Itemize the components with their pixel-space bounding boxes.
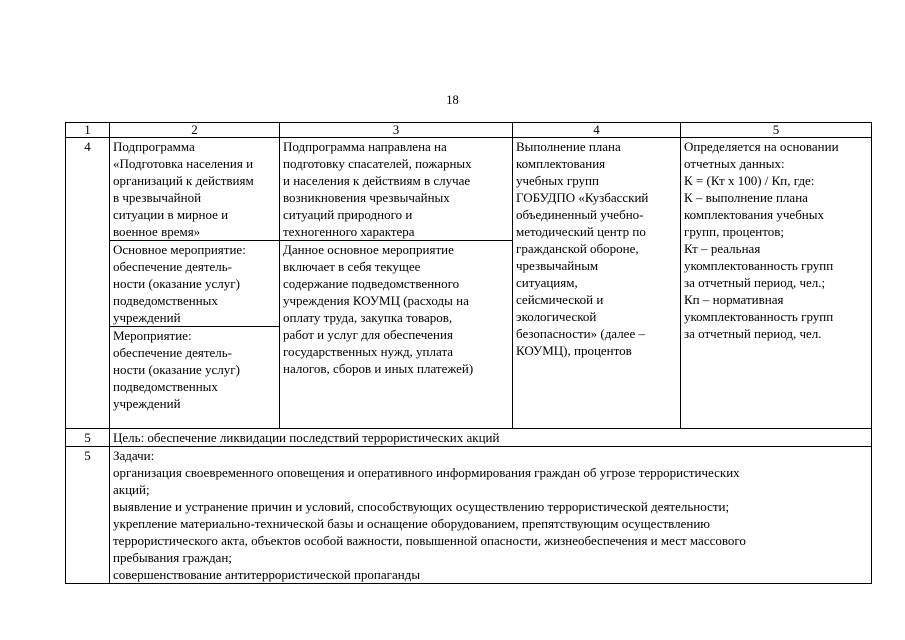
text-line: сейсмической и	[516, 292, 604, 307]
text-line: ситуаций природного и	[283, 207, 413, 222]
text-line: отчетных данных:	[684, 156, 785, 171]
text-line: укомплектованность групп	[684, 309, 834, 324]
main-activity-cell	[110, 241, 280, 327]
text-line: пребывания граждан;	[113, 550, 232, 565]
text-line: содержание подведомственного	[283, 276, 460, 291]
header-cell: 5	[681, 123, 872, 138]
indicator-cell	[513, 138, 681, 429]
text-line: организация своевременного оповещения и оперативного информирования граждан об угрозе террористических	[113, 465, 740, 480]
text-line: методический центр по	[516, 224, 646, 239]
text-line: за отчетный период, чел.	[684, 326, 822, 341]
header-cell: 1	[66, 123, 110, 138]
text-line: безопасности» (далее –	[516, 326, 645, 341]
text-line: обеспечение деятель-	[113, 259, 233, 274]
text-line: государственных нужд, уплата	[283, 344, 454, 359]
text-line: Задачи:	[113, 448, 155, 463]
text-line: Определяется на основании	[684, 139, 839, 154]
text-line: ности (оказание услуг)	[113, 276, 240, 291]
text-line: подготовку спасателей, пожарных	[283, 156, 472, 171]
row-number: 5	[66, 447, 110, 584]
text-line: гражданской обороне,	[516, 241, 639, 256]
text-line: комплектования	[516, 156, 606, 171]
text-line: укрепление материально-технической базы и оснащение оборудованием, препятствующим осуществлению	[113, 516, 711, 531]
header-row	[66, 123, 872, 138]
tasks-cell	[110, 447, 872, 584]
text-line: техногенного характера	[283, 224, 415, 239]
table-row	[66, 138, 872, 241]
text-line: Мероприятие:	[113, 328, 192, 343]
main-activity-description-cell	[280, 241, 513, 429]
text-line: чрезвычайным	[516, 258, 599, 273]
text-line: выявление и устранение причин и условий, способствующих осуществлению террористической деятельности;	[113, 499, 730, 514]
text-line: «Подготовка населения и	[113, 156, 254, 171]
row-number: 5	[66, 429, 110, 447]
text-line: укомплектованность групп	[684, 258, 834, 273]
subprogram-cell	[110, 138, 280, 241]
text-line: Данное основное мероприятие	[283, 242, 454, 257]
text-line: обеспечение деятель-	[113, 345, 233, 360]
text-line: подведомственных	[113, 379, 218, 394]
text-line: работ и услуг для обеспечения	[283, 327, 453, 342]
text-line: Основное мероприятие:	[113, 242, 246, 257]
text-line: Подпрограмма направлена на	[283, 139, 447, 154]
text-line: Выполнение плана	[516, 139, 621, 154]
text-line: акций;	[113, 482, 150, 497]
text-line: налогов, сборов и иных платежей)	[283, 361, 474, 376]
text-line: групп, процентов;	[684, 224, 784, 239]
text-line: за отчетный период, чел.;	[684, 275, 826, 290]
header-cell: 3	[280, 123, 513, 138]
header-cell: 2	[110, 123, 280, 138]
program-table	[65, 122, 872, 584]
row-number: 4	[66, 138, 110, 429]
text-line: включает в себя текущее	[283, 259, 421, 274]
text-line: К – выполнение плана	[684, 190, 808, 205]
text-line: КОУМЦ), процентов	[516, 343, 632, 358]
text-line: ситуации в мирное и	[113, 207, 229, 222]
text-line: Кп – нормативная	[684, 292, 784, 307]
goal-text: Цель: обеспечение ликвидации последствий террористических акций	[110, 429, 872, 447]
text-line: военное время»	[113, 224, 201, 239]
activity-cell	[110, 327, 280, 429]
text-line: подведомственных	[113, 293, 218, 308]
text-line: комплектования учебных	[684, 207, 824, 222]
text-line: возникновения чрезвычайных	[283, 190, 450, 205]
subprogram-description-cell	[280, 138, 513, 241]
text-line: и населения к действиям в случае	[283, 173, 471, 188]
text-line: учреждения КОУМЦ (расходы на	[283, 293, 469, 308]
text-line: ГОБУДПО «Кузбасский	[516, 190, 649, 205]
text-line: объединенный учебно-	[516, 207, 644, 222]
text-line: оплату труда, закупка товаров,	[283, 310, 453, 325]
text-line: террористического акта, объектов особой важности, повышенной опасности, жизнеобеспечения и мест массового	[113, 533, 746, 548]
text-line: совершенствование антитеррористической пропаганды	[113, 567, 421, 582]
page-number: 18	[446, 93, 459, 107]
tasks-row	[66, 447, 872, 584]
text-line: учреждений	[113, 310, 181, 325]
text-line: в чрезвычайной	[113, 190, 202, 205]
goal-row	[66, 429, 872, 447]
header-cell: 4	[513, 123, 681, 138]
text-line: экологической	[516, 309, 597, 324]
text-line: ситуациям,	[516, 275, 578, 290]
calculation-method-cell	[681, 138, 872, 429]
text-line: Подпрограмма	[113, 139, 195, 154]
text-line: организаций к действиям	[113, 173, 254, 188]
text-line: Кт – реальная	[684, 241, 761, 256]
text-line: ности (оказание услуг)	[113, 362, 240, 377]
text-line: учреждений	[113, 396, 181, 411]
text-line: К = (Кт х 100) / Кп, где:	[684, 173, 815, 188]
text-line: учебных групп	[516, 173, 599, 188]
